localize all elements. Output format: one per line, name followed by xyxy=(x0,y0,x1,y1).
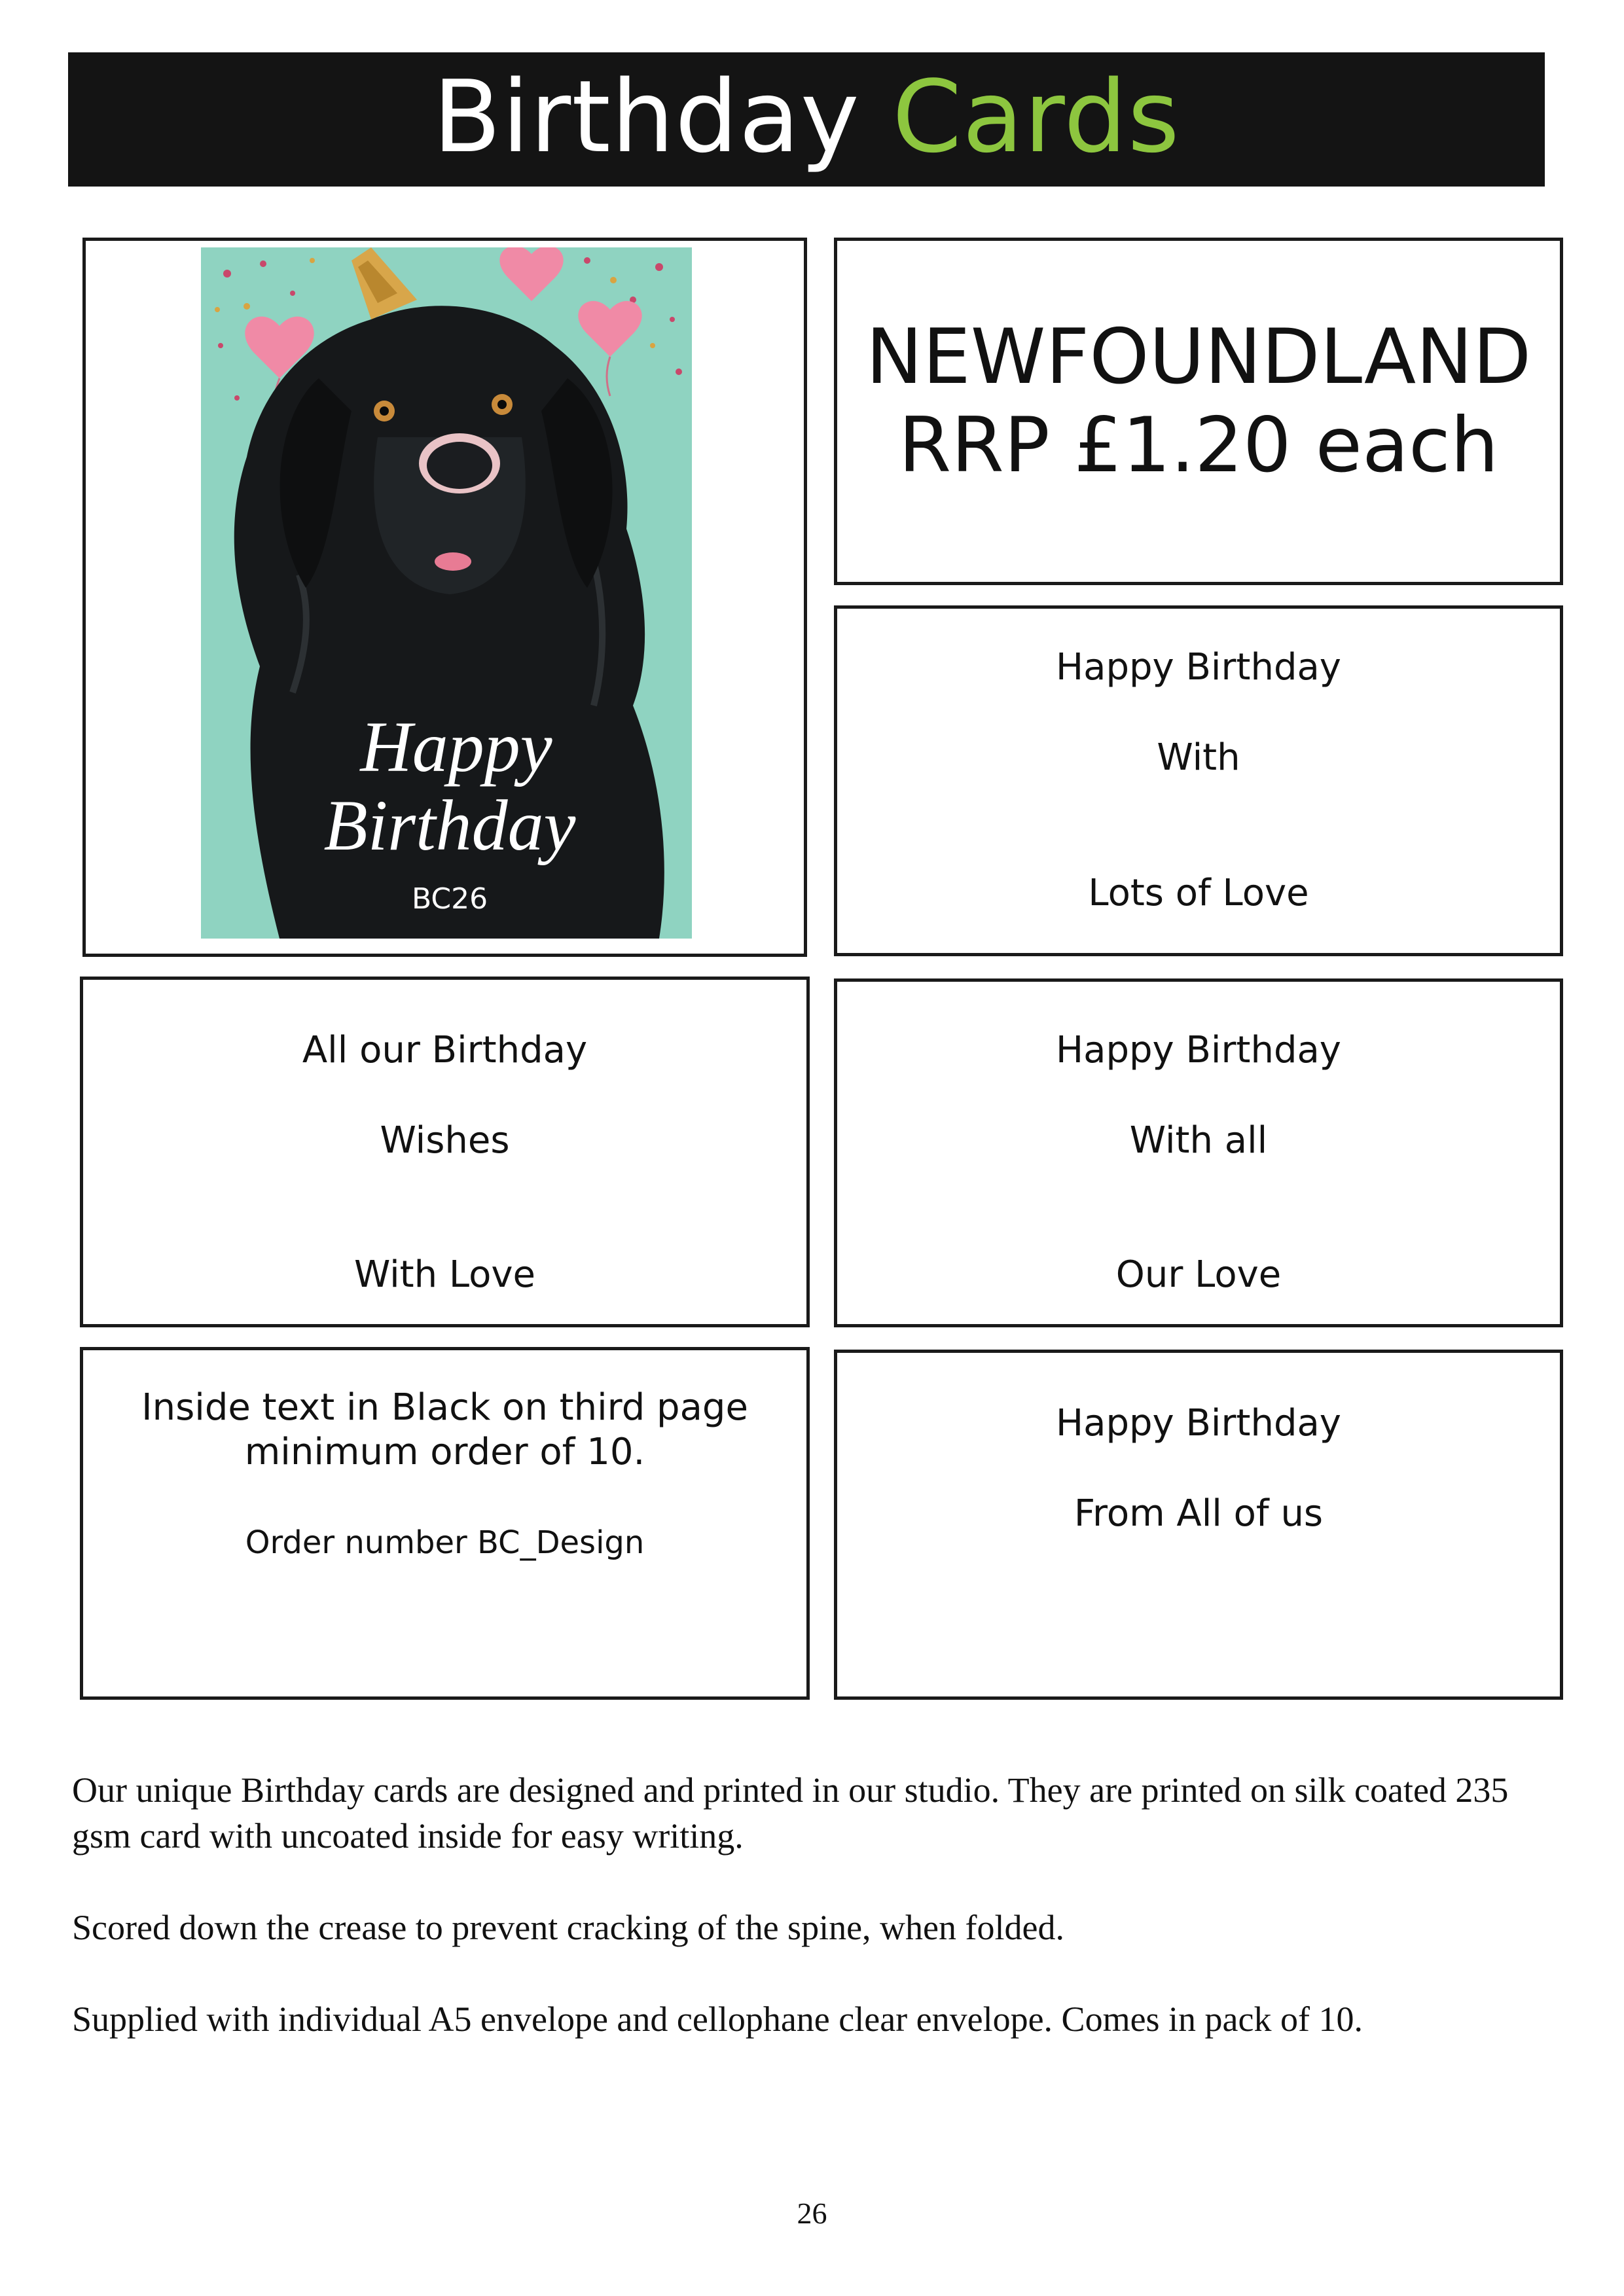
card-image-box xyxy=(82,238,807,957)
verse-box xyxy=(80,977,810,1327)
title-word-birthday: Birthday xyxy=(433,58,860,175)
verse-line: Happy Birthday xyxy=(1056,646,1341,689)
description-paragraph: Scored down the crease to prevent cracking of the spine, when folded. xyxy=(72,1908,1064,1947)
product-title-box xyxy=(834,238,1563,585)
verse-line: Wishes xyxy=(380,1119,510,1162)
order-number: Order number BC_Design xyxy=(245,1524,645,1561)
description-paragraph: Our unique Birthday cards are designed and printed in our studio. They are printed on silk coated 235 gsm card with uncoated inside for easy writing. xyxy=(72,1770,1509,1856)
verse-line: With Love xyxy=(353,1253,536,1296)
product-name: NEWFOUNDLAND xyxy=(865,313,1532,401)
header-banner xyxy=(68,52,1545,187)
info-minimum-order: minimum order of 10. xyxy=(244,1431,645,1473)
verse-line: With all xyxy=(1129,1119,1268,1162)
card-front-birthday: Birthday xyxy=(323,785,576,865)
order-info-box xyxy=(80,1347,810,1700)
verse-box xyxy=(834,605,1563,956)
card-code: BC26 xyxy=(411,882,488,916)
verse-line: Our Love xyxy=(1115,1253,1282,1296)
card-front-happy: Happy xyxy=(360,707,552,787)
description-paragraph: Supplied with individual A5 envelope and cellophane clear envelope. Comes in pack of 10. xyxy=(72,2000,1363,2039)
verse-line: With xyxy=(1157,736,1240,779)
verse-box xyxy=(834,978,1563,1327)
verse-line: Happy Birthday xyxy=(1056,1402,1341,1444)
page-number: 26 xyxy=(797,2197,827,2230)
verse-box xyxy=(834,1350,1563,1700)
product-price: RRP £1.20 each xyxy=(898,401,1499,490)
info-inside-text: Inside text in Black on third page xyxy=(141,1386,748,1429)
verse-line: Happy Birthday xyxy=(1056,1029,1341,1071)
verse-line: From All of us xyxy=(1074,1492,1324,1535)
page-title xyxy=(433,58,1180,175)
newfoundland-card-image xyxy=(201,247,692,939)
title-word-cards: Cards xyxy=(892,58,1180,175)
verse-line: Lots of Love xyxy=(1088,872,1309,914)
verse-line: All our Birthday xyxy=(302,1029,588,1071)
